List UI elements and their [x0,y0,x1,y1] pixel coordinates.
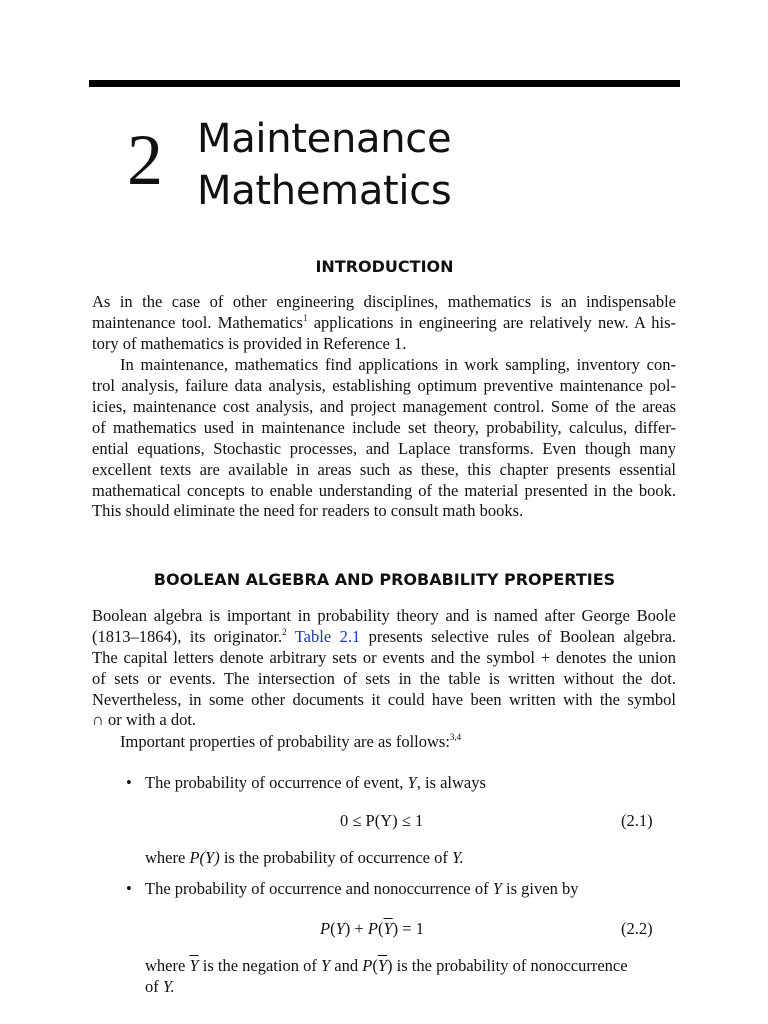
chapter-title [197,113,451,217]
footnote-ref: 2 [282,627,287,637]
where-text: where P(Y) is the probability of occurrence of Y. [145,848,464,867]
bullet-marker: • [126,773,132,792]
equation-number: (2.2) [621,919,653,938]
boolean-line: ∩ or with a dot. [92,710,197,729]
chapter-title-line-2: Mathematics [197,168,452,214]
bullet-text: The probability of occurrence of event, Y, is always [145,773,486,792]
bullet-text: The probability of occurrence and nonoccurrence of Y is given by [145,879,579,898]
intro-line: trol analysis, failure data analysis, establishing optimum preventive maintenance pol- [92,376,676,395]
table-2-1-link[interactable]: Table 2.1 [294,627,361,646]
intro-line: tory of mathematics is provided in Reference 1. [92,334,407,353]
equation-2-2: $P(Y) + P(\overline{Y}) = 1$ [320,919,424,938]
boolean-line: Nevertheless, in some other documents it could have been written with the symbol [92,690,676,709]
intro-line: In maintenance, mathematics find applications in work sampling, inventory con- [120,355,676,374]
boolean-line: of sets or events. The intersection of sets in the table is written without the dot. [92,669,676,688]
intro-line: maintenance tool. Mathematics$^1$ applications in engineering are relatively new. A his- [92,313,676,332]
chapter-top-rule [89,80,680,87]
intro-line: of mathematics used in maintenance include set theory, probability, calculus, differ- [92,418,676,437]
boolean-line: Boolean algebra is important in probability theory and is named after George Boole [92,606,676,625]
footnote-ref: 3,4 [449,732,462,742]
chapter-title-line-1: Maintenance [197,116,452,162]
chapter-number: 2 [127,120,163,200]
bullet-marker: • [126,879,132,898]
boolean-line: (1813–1864), its originator.$^2$ Table 2.1 presents selective rules of Boolean algebra. [92,627,677,646]
equation-2-1: 0 ≤ P(Y) ≤ 1 [340,811,424,830]
intro-line: This should eliminate the need for readers to consult math books. [92,501,524,520]
intro-line: excellent texts are available in areas such as these, this chapter presents essential [92,460,676,479]
intro-line: icies, maintenance cost analysis, and project management control. Some of the areas [92,397,676,416]
footnote-ref: 1 [302,313,308,323]
boolean-line: Important properties of probability are as follows:$^{3,4}$ [120,732,462,751]
equation-number: (2.1) [621,811,653,830]
section-heading-introduction: INTRODUCTION [315,257,454,276]
where-text: of Y. [145,977,175,996]
intro-line: ential equations, Stochastic processes, and Laplace transforms. Even though many [92,439,676,458]
intro-line: mathematical concepts to enable understanding of the material presented in the book. [92,481,676,500]
section-heading-boolean: BOOLEAN ALGEBRA AND PROBABILITY PROPERTIES [153,570,616,589]
intro-line: As in the case of other engineering disciplines, mathematics is an indispensable [92,292,676,311]
boolean-line: The capital letters denote arbitrary sets or events and the symbol + denotes the union [92,648,676,667]
where-text: where $\overline{Y}$ is the negation of Y and $P(\overline{Y})$ is the probability of nonoccurrence [145,956,628,975]
